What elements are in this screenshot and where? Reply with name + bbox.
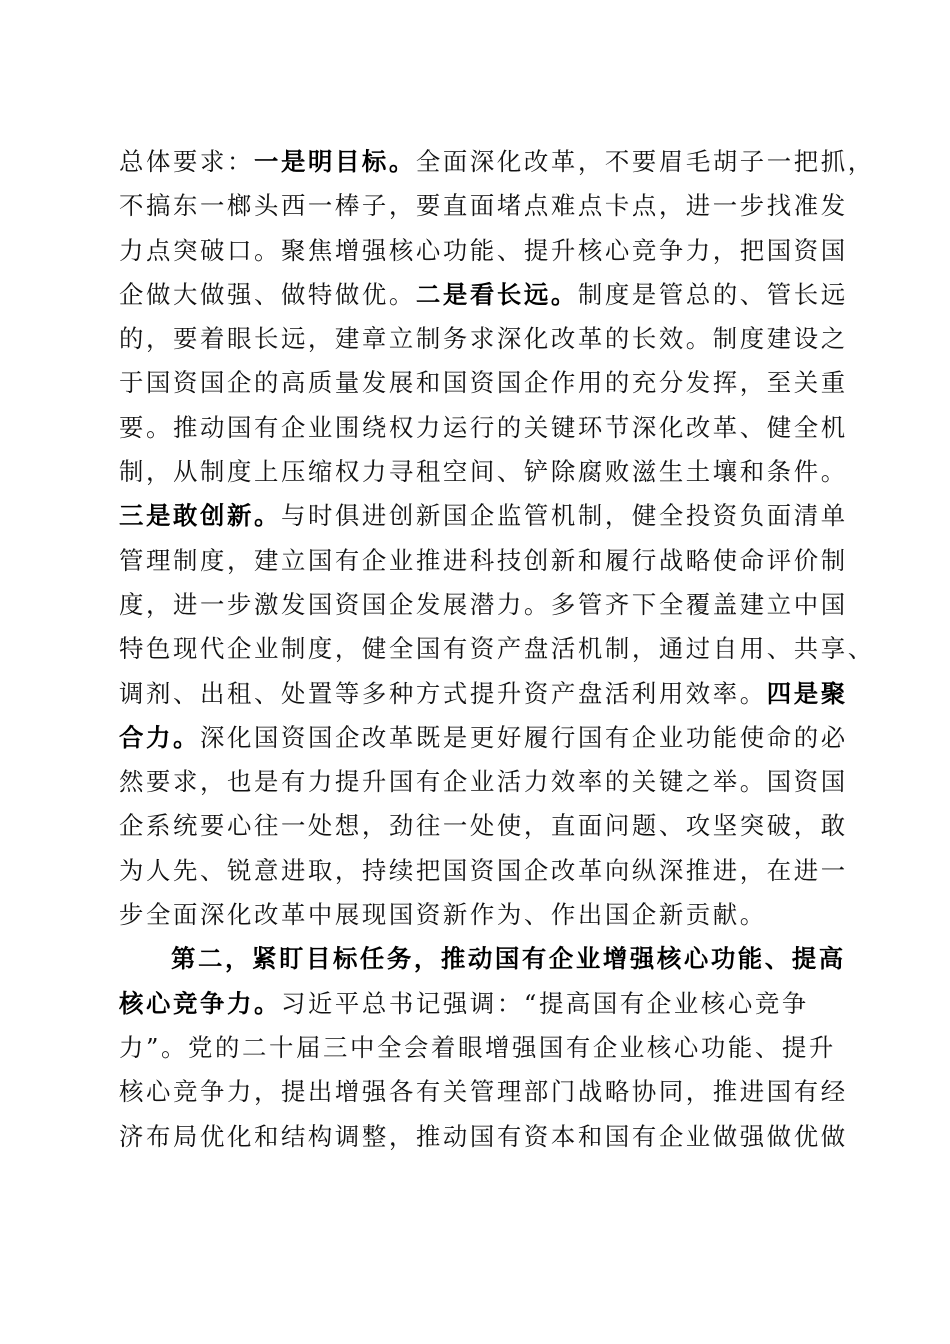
body-text: 为人先、锐意进取，持续把国资国企改革向纵深推进，在进一 — [119, 855, 848, 885]
body-text: 与时俱进创新国企监管机制，健全投资负面清单 — [280, 501, 848, 531]
bold-heading-text: 核心竞争力。 — [119, 988, 281, 1018]
body-text: 企做大做强、做特做优。 — [119, 279, 416, 309]
body-text: 济布局优化和结构调整，推动国有资本和国有企业做强做优做 — [119, 1121, 848, 1151]
body-text: 要。推动国有企业围绕权力运行的关键环节深化改革、健全机 — [119, 412, 848, 442]
paragraph-line — [119, 893, 831, 937]
paragraph-line — [119, 716, 848, 760]
paragraph-line — [119, 229, 848, 273]
body-text: 调剂、出租、处置等多种方式提升资产盘活利用效率。 — [119, 678, 767, 708]
paragraph-line — [119, 450, 848, 494]
body-text: 于国资国企的高质量发展和国资国企作用的充分发挥，至关重 — [119, 368, 848, 398]
paragraph-line — [119, 140, 875, 184]
paragraph-line — [119, 583, 848, 627]
bold-heading-text: 四是聚 — [766, 678, 848, 708]
body-text: 核心竞争力，提出增强各有关管理部门战略协同，推进国有经 — [119, 1077, 848, 1107]
document-body — [119, 140, 875, 1159]
body-text: 度，进一步激发国资国企发展潜力。多管齐下全覆盖建立中国 — [119, 589, 848, 619]
body-text: 习近平总书记强调：“提高国有企业核心竞争 — [280, 988, 809, 1018]
paragraph-line — [119, 804, 848, 848]
body-text: 企系统要心往一处想，劲往一处使，直面问题、攻坚突破，敢 — [119, 811, 848, 841]
paragraph-line — [119, 494, 848, 538]
paragraph-line-indented — [119, 937, 846, 981]
paragraph-line — [119, 627, 875, 671]
paragraph-line — [119, 982, 831, 1026]
bold-heading-text: 合力。 — [119, 722, 200, 752]
paragraph-line — [119, 760, 848, 804]
paragraph-line — [119, 849, 848, 893]
paragraph-line — [119, 539, 848, 583]
paragraph-line — [119, 317, 848, 361]
body-text: 制，从制度上压缩权力寻租空间、铲除腐败滋生土壤和条件。 — [119, 457, 848, 487]
body-text: 制度是管总的、管长远 — [577, 279, 848, 309]
bold-heading-text: 一是明目标。 — [253, 147, 416, 176]
paragraph-line — [119, 1070, 848, 1114]
body-text: 然要求，也是有力提升国有企业活力效率的关键之举。国资国 — [119, 767, 848, 797]
paragraph-line — [119, 361, 848, 405]
body-text: 总体要求： — [119, 147, 254, 176]
body-text: 深化国资国企改革既是更好履行国有企业功能使命的必 — [199, 722, 848, 752]
paragraph-line — [119, 184, 848, 228]
paragraph-line — [119, 1115, 848, 1159]
body-text: 全面深化改革，不要眉毛胡子一把抓， — [415, 147, 875, 176]
body-text: 力点突破口。聚焦增强核心功能、提升核心竞争力，把国资国 — [119, 235, 848, 265]
body-text: 的，要着眼长远，建章立制务求深化改革的长效。制度建设之 — [119, 324, 848, 354]
body-text: 特色现代企业制度，健全国有资产盘活机制，通过自用、共享、 — [119, 634, 875, 664]
body-text: 不搞东一榔头西一棒子，要直面堵点难点卡点，进一步找准发 — [119, 191, 848, 221]
body-text: 管理制度，建立国有企业推进科技创新和履行战略使命评价制 — [119, 545, 848, 575]
bold-heading-text: 二是看长远。 — [415, 279, 578, 309]
paragraph-line — [119, 406, 848, 450]
paragraph-line — [119, 1026, 836, 1070]
paragraph-line — [119, 672, 848, 716]
bold-heading-text: 三是敢创新。 — [119, 501, 281, 531]
body-text: 步全面深化改革中展现国资新作为、作出国企新贡献。 — [119, 900, 767, 930]
paragraph-line — [119, 273, 848, 317]
body-text: 力”。党的二十届三中全会着眼增强国有企业核心功能、提升 — [119, 1032, 836, 1062]
bold-heading-text: 第二，紧盯目标任务，推动国有企业增强核心功能、提高 — [171, 944, 846, 974]
